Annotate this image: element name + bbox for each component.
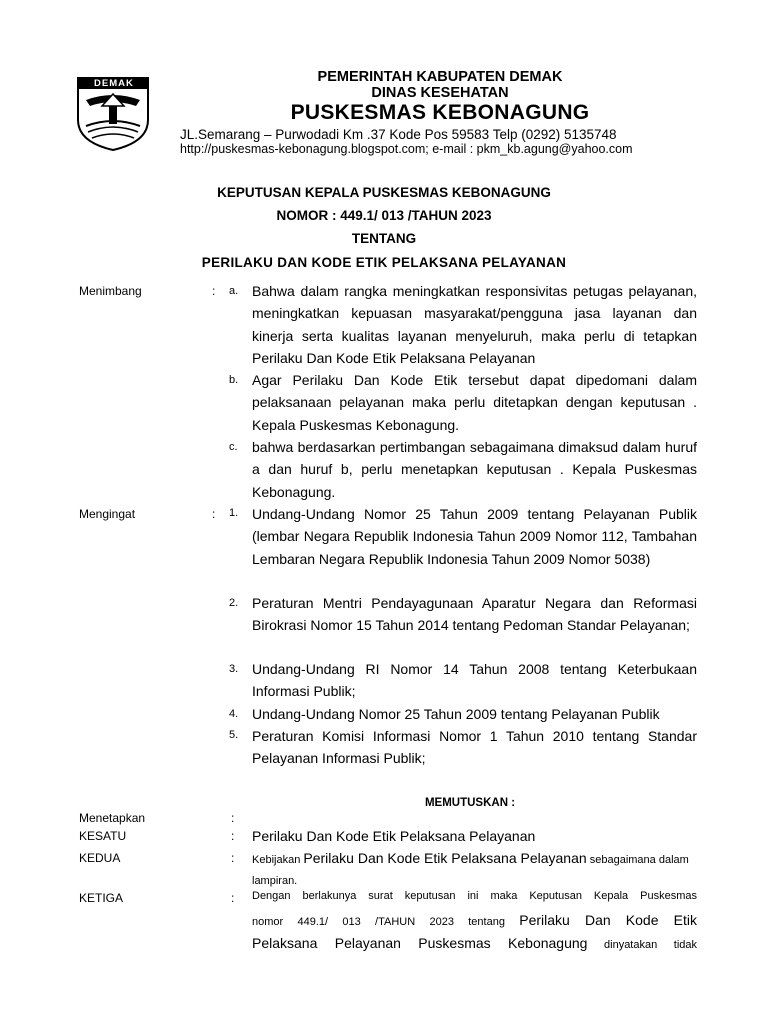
kedua-label: KEDUA xyxy=(79,851,121,865)
mengingat-item-5: Peraturan Komisi Informasi Nomor 1 Tahun 2010 tentang Standar Pelayanan Informasi Publik; xyxy=(252,728,697,767)
kesatu-colon: : xyxy=(231,829,235,843)
mengingat-colon: : xyxy=(212,507,216,521)
menimbang-item-c: bahwa berdasarkan pertimbangan sebagaimana dimaksud dalam huruf a dan huruf b, perlu menetapkan keputusan . Kepala Puskesmas Kebonagung. xyxy=(252,439,697,500)
menimbang-item-a: Bahwa dalam rangka meningkatkan responsivitas petugas pelayanan, meningkatkan kepuasan masyarakat/pengguna jasa layanan dan kinerja serta kualitas layanan menyeluruh, maka perlu di tetapkan Perilaku Dan Kode Etik Pelaksana Pelayanan xyxy=(252,283,697,366)
menimbang-item-b: Agar Perilaku Dan Kode Etik tersebut dapat dipedomani dalam pelaksanaan pelayanan maka perlu ditetapkan dengan keputusan . Kepala Puskesmas Kebonagung. xyxy=(252,372,697,433)
kedua-post: sebagaimana dalam lampiran. xyxy=(252,854,689,887)
header-government: PEMERINTAH KABUPATEN DEMAK xyxy=(317,69,563,85)
ketiga-text xyxy=(252,890,697,953)
mengingat-item-2: Peraturan Mentri Pendayagunaan Aparatur Negara dan Reformasi Birokrasi Nomor 15 Tahun 2014 tentang Pedoman Standar Pelayanan; xyxy=(252,595,697,634)
decree-subject: PERILAKU DAN KODE ETIK PELAKSANA PELAYANAN xyxy=(201,255,567,270)
kedua-pre: Kebijakan xyxy=(252,854,304,866)
kesatu-label: KESATU xyxy=(79,829,127,843)
logo-text: DEMAK xyxy=(94,78,134,89)
ketiga-label: KETIGA xyxy=(79,891,124,905)
mengingat-marker-2: 2. xyxy=(229,597,239,609)
ketiga-line3 xyxy=(252,935,697,953)
mengingat-marker-3: 3. xyxy=(229,663,239,675)
menetapkan-colon: : xyxy=(231,811,235,825)
menimbang-marker-a: a. xyxy=(229,285,239,297)
decree-number: NOMOR : 449.1/ 013 /TAHUN 2023 xyxy=(276,208,492,223)
menimbang-marker-b: b. xyxy=(229,374,239,386)
ketiga-line2 xyxy=(252,912,697,935)
ketiga-line1: Dengan berlakunya surat keputusan ini maka Keputusan Kepala Puskesmas xyxy=(252,890,697,902)
mengingat-label: Mengingat xyxy=(79,507,136,521)
decree-about: TENTANG xyxy=(351,231,417,246)
decree-title: KEPUTUSAN KEPALA PUSKESMAS KEBONAGUNG xyxy=(217,185,551,200)
mengingat-item-4: Undang-Undang Nomor 25 Tahun 2009 tentang Pelayanan Publik xyxy=(252,706,660,722)
header-address: JL.Semarang – Purwodadi Km .37 Kode Pos 59583 Telp (0292) 5135748 xyxy=(180,127,617,142)
kedua-main: Perilaku Dan Kode Etik Pelaksana Pelayanan xyxy=(303,850,587,866)
menimbang-label: Menimbang xyxy=(79,284,142,298)
mengingat-marker-1: 1. xyxy=(229,507,239,519)
mengingat-marker-4: 4. xyxy=(229,708,239,720)
header-institution: PUSKESMAS KEBONAGUNG xyxy=(290,101,590,124)
header-web-email: http://puskesmas-kebonagung.blogspot.com; e-mail : pkm_kb.agung@yahoo.com xyxy=(180,142,633,156)
demak-logo xyxy=(72,70,154,152)
ketiga-l3-post: dinyatakan tidak xyxy=(587,939,698,951)
menimbang-marker-c: c. xyxy=(229,441,238,453)
menimbang-colon: : xyxy=(212,284,216,298)
ketiga-colon: : xyxy=(231,891,235,905)
ketiga-l3-main: Pelaksana Pelayanan Puskesmas Kebonagung xyxy=(252,935,588,951)
kedua-text xyxy=(252,849,702,891)
ketiga-l2-pre: nomor 449.1/ 013 /TAHUN 2023 tentang xyxy=(252,916,520,928)
mengingat-item-1: Undang-Undang Nomor 25 Tahun 2009 tentang Pelayanan Publik (lembar Negara Republik Indonesia Tahun 2009 Nomor 112, Tambahan Lembaran Negara Republik Indonesia Tahun 2009 Nomor 5038) xyxy=(252,506,697,567)
kesatu-text: Perilaku Dan Kode Etik Pelaksana Pelayanan xyxy=(252,828,536,844)
memutuskan-heading: MEMUTUSKAN : xyxy=(424,797,516,809)
header-department: DINAS KESEHATAN xyxy=(371,85,509,101)
mengingat-marker-5: 5. xyxy=(229,729,239,741)
mengingat-item-3: Undang-Undang RI Nomor 14 Tahun 2008 tentang Keterbukaan Informasi Publik; xyxy=(252,661,697,700)
menetapkan-label: Menetapkan xyxy=(79,811,146,825)
kedua-colon: : xyxy=(231,851,235,865)
ketiga-l2-main: Perilaku Dan Kode Etik xyxy=(519,912,697,928)
